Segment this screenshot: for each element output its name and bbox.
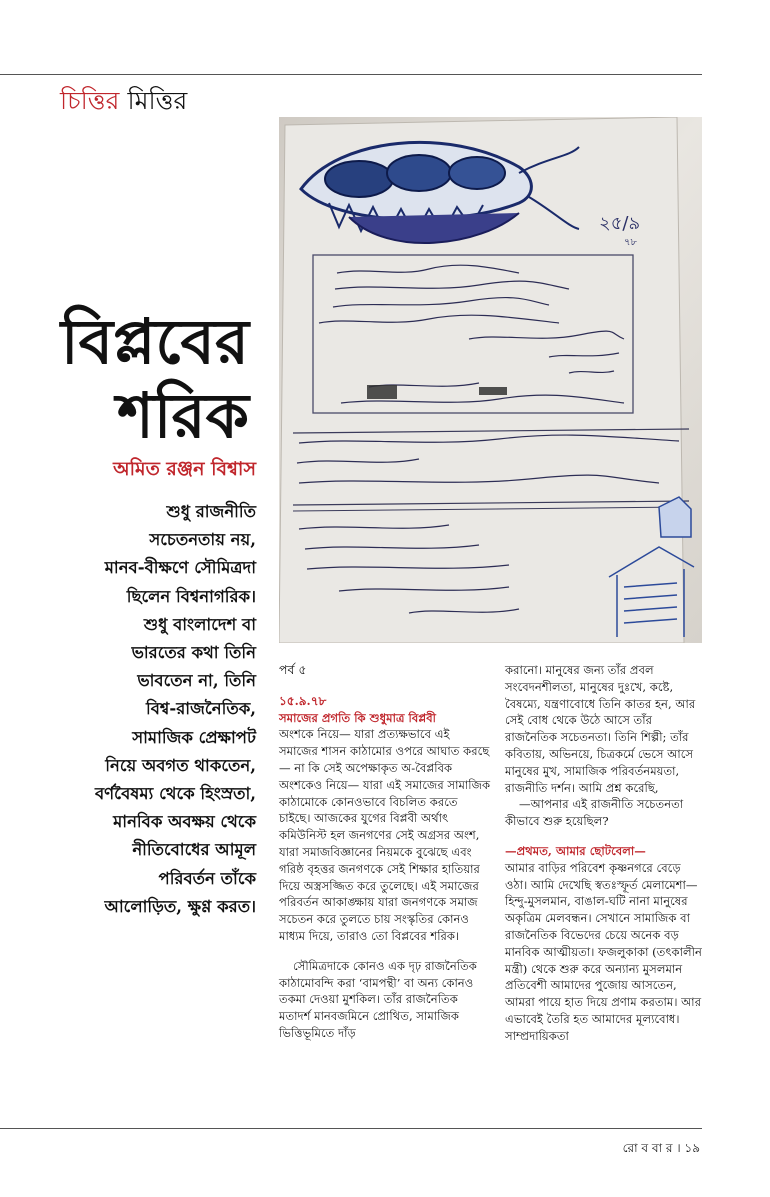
- pull-quote: [40, 498, 256, 921]
- note-date-sub: ৭৮: [624, 237, 637, 248]
- bottom-rule: [0, 1128, 702, 1129]
- section-name-red: চিত্তির: [60, 86, 120, 115]
- subheading-1: সমাজের প্রগতি কি শুধুমাত্র বিপ্লবী: [279, 710, 436, 725]
- pull-quote-line: বর্ণবৈষম্য থেকে হিংস্রতা,: [95, 784, 256, 804]
- body-column-1: [279, 662, 492, 1042]
- paragraph: করানো। মানুষের জন্য তাঁর প্রবল সংবেদনশীলতা, মানুষের দুঃখে, কষ্টে, বৈষম্যে, যন্ত্রণাবোধে তিনি কাতর হন, আর সেই বোধ থেকে উঠে আসে তাঁর রাজনৈতিক সচেতনতা। তিনি শিল্পী; তাঁর কবিতায়, অভিনয়ে, চিত্রকর্মে ভেসে আসে মানুষের মুখ, সামাজিক পরিবর্তনময়তা, রাজনীতি দর্শন। আমি প্রশ্ন করেছি,: [505, 663, 696, 795]
- subheading-2: —প্রথমত, আমার ছোটবেলা—: [505, 843, 646, 858]
- pull-quote-line: পরিবর্তন তাঁকে: [158, 868, 256, 888]
- paragraph: অংশকে নিয়ে— যারা প্রত্যক্ষভাবে এই সমাজের শাসন কাঠামোর ওপরে আঘাত করছে— না কি সেই অপেক্ষাকৃত অ-বৈপ্লবিক অংশকেও নিয়ে— যারা এই সমাজের সামাজিক কাঠামোকে কোনওভাবে বিচলিত করতে চাইছে। আজকের যুগের বিপ্লবী অর্থাৎ কমিউনিস্ট হল জনগণের সেই অগ্রসর অংশ, যারা সমাজবিজ্ঞানের নিয়মকে বুঝেছে এবং গরিষ্ঠ বৃহত্তর জনগণকে সেই শিক্ষার হাতিয়ার দিয়ে অস্ত্রসজ্জিত করে তুলেছে। এই সমাজের পরিবর্তন আকাঙ্ক্ষায় যারা জনগণকে সমাজ সচেতন করে তুলতে চায় সংস্কৃতির কোনও মাধ্যম দিয়ে, তারাও তো বিপ্লবের শরিক।: [279, 727, 491, 943]
- episode-number: পর্ব ৫: [279, 662, 307, 677]
- paragraph: —আপনার এই রাজনীতি সচেতনতা কীভাবে শুরু হয়েছিল?: [505, 797, 684, 829]
- pull-quote-line: বিশ্ব-রাজনৈতিক,: [146, 699, 256, 719]
- pull-quote-line: ভাবতেন না, তিনি: [137, 671, 256, 691]
- section-name-black: মিত্তির: [127, 86, 188, 115]
- author-byline: অমিত রঞ্জন বিশ্বাস: [113, 458, 256, 480]
- pull-quote-line: নিয়ে অবগত থাকতেন,: [105, 755, 256, 775]
- body-column-2: [505, 662, 702, 1045]
- pull-quote-line: নীতিবোধের আমূল: [132, 840, 256, 860]
- top-rule: [0, 74, 702, 75]
- pull-quote-line: সামাজিক প্রেক্ষাপট: [132, 727, 256, 747]
- article-title: [44, 305, 249, 453]
- note-date: ২৫/৯: [599, 213, 641, 234]
- pull-quote-line: শুধু রাজনীতি: [166, 502, 256, 521]
- title-line-1: বিপ্লবের: [60, 305, 249, 378]
- manuscript-drawing: [279, 117, 702, 643]
- title-line-2: শরিক: [117, 379, 249, 452]
- manuscript-photo: [279, 117, 702, 643]
- section-header: [60, 86, 187, 116]
- paragraph: সৌমিত্রদাকে কোনও এক দৃঢ় রাজনৈতিক কাঠামোবন্দি করা ‘বামপন্থী’ বা অন্য কোনও তকমা দেওয়া মুশকিল। তাঁর রাজনৈতিক মতাদর্শ মানবজমিনে প্রোথিত, সামাজিক ভিত্তিভূমিতে দাঁড়: [279, 958, 477, 1040]
- pull-quote-line: ভারতের কথা তিনি: [131, 643, 256, 663]
- diary-date: ১৫.৯.৭৮: [279, 693, 327, 708]
- pull-quote-line: সচেতনতায় নয়,: [149, 530, 256, 550]
- page-folio: রো ব বা র । ১৯: [622, 1141, 700, 1155]
- pull-quote-line: আলোড়িত, ক্ষুণ্ণ করত।: [104, 896, 256, 916]
- paragraph: আমার বাড়ির পরিবেশ কৃষ্ণনগরে বেড়ে ওঠা। আমি দেখেছি স্বতঃস্ফূর্ত মেলামেশা— হিন্দু-মুসলমান, বাঙাল-ঘটি নানা মানুষের অকৃত্রিম মেলবন্ধন। সেখানে সামাজিক বা রাজনৈতিক বিভেদের চেয়ে অনেক বড় মানবিক আত্মীয়তা। ফজলুকাকা (তৎকালীন মন্ত্রী) থেকে শুরু করে অন্যান্য মুসলমান প্রতিবেশী আমাদের পুজোয় আসতেন, আমরা পায়ে হাত দিয়ে প্রণাম করতাম। আর এভাবেই তৈরি হত আমাদের মূল্যবোধ। সাম্প্রদায়িকতা: [505, 860, 702, 1043]
- pull-quote-line: মানবিক অবক্ষয় থেকে: [113, 812, 256, 832]
- pull-quote-line: শুধু বাংলাদেশ বা: [143, 614, 256, 634]
- pull-quote-line: মানব-বীক্ষণে সৌমিত্রদা: [104, 558, 256, 578]
- pull-quote-line: ছিলেন বিশ্বনাগরিক।: [126, 586, 256, 606]
